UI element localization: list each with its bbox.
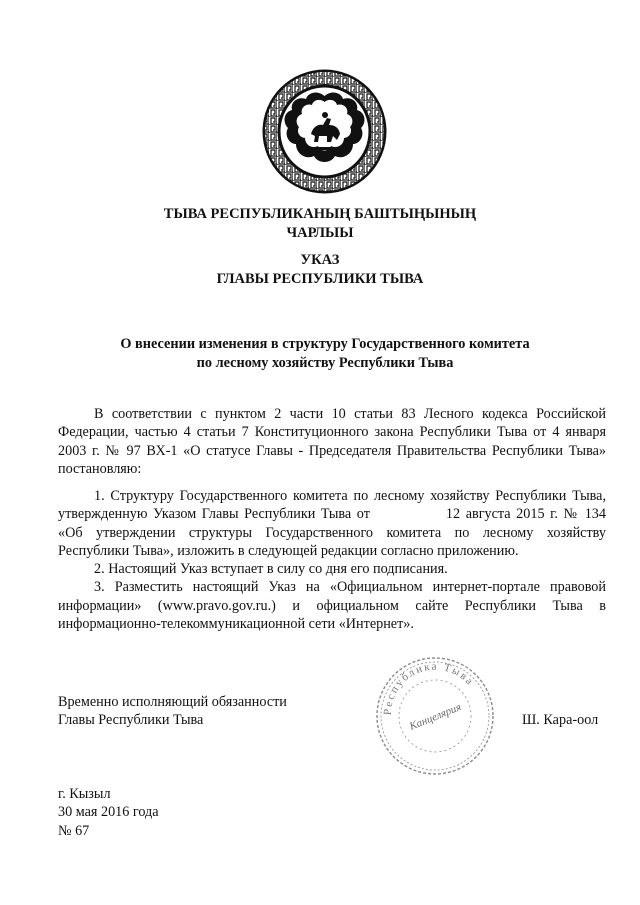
office-stamp — [372, 653, 498, 779]
header-ukaz — [0, 251, 640, 289]
point-1 — [58, 487, 606, 560]
header-ukaz-line1: УКАЗ — [300, 252, 340, 268]
point-3: 3. Разместить настоящий Указ на «Официальном интернет-портале правовой информации» (www.pravo.gov.ru.) и официальном сайте Республики Тыва в информационно-телекоммуникационной сети «Интернет». — [58, 579, 606, 633]
place: г. Кызыл — [58, 786, 111, 802]
point-1-date: 12 августа 2015 — [445, 506, 545, 523]
signature-position — [58, 693, 287, 730]
svg-text:Республика Тыва — [382, 661, 477, 716]
intro-paragraph: В соответствии с пунктом 2 части 10 статьи 83 Лесного кодекса Российской Федерации, частью 4 статьи 7 Конституционного закона Республики Тыва от 4 января 2003 г. № 97 ВХ-1 «О статусе Главы - Председателя Правительства Республики Тыва» постановляю: — [58, 406, 606, 477]
header-ukaz-line2: ГЛАВЫ РЕСПУБЛИКИ ТЫВА — [216, 271, 424, 287]
header-tuvan — [0, 205, 640, 243]
intro-section — [58, 405, 606, 478]
stamp-center-text: Канцелярия — [407, 701, 463, 733]
signature-name: Ш. Кара-оол — [522, 712, 599, 728]
stamp-ring-text: Республика Тыва — [381, 660, 477, 716]
tuva-coat-of-arms-icon — [261, 68, 388, 195]
point-1-end: г. № 134 «Об утверждении структуры Государственного комитета по лесному хозяйству Республики Тыва», изложить в следующей редакции согласно приложению. — [58, 506, 606, 559]
place-date-block — [58, 785, 159, 840]
decree-title-line2: по лесному хозяйству Республики Тыва — [196, 354, 454, 371]
decree-title — [60, 335, 590, 372]
header-tuvan-line2: ЧАРЛЫЫ — [286, 225, 354, 241]
points-section — [58, 487, 606, 633]
decree-number: № 67 — [58, 822, 90, 839]
signature-position-line1: Временно исполняющий обязанности — [58, 694, 287, 710]
point-1-start: 1. Структуру Государственного комитета по лесному хозяйству Республики Тыва, утвержденную Указом Главы Республики Тыва от — [58, 488, 606, 523]
decree-title-line1: О внесении изменения в структуру Государственного комитета — [120, 336, 530, 352]
header-tuvan-line1: ТЫВА РЕСПУБЛИКАНЫҢ БАШТЫҢЫНЫҢ — [163, 206, 477, 222]
signature-position-line2: Главы Республики Тыва — [58, 712, 204, 729]
point-2: 2. Настоящий Указ вступает в силу со дня его подписания. — [94, 561, 448, 578]
decree-date: 30 мая 2016 года — [58, 804, 159, 821]
